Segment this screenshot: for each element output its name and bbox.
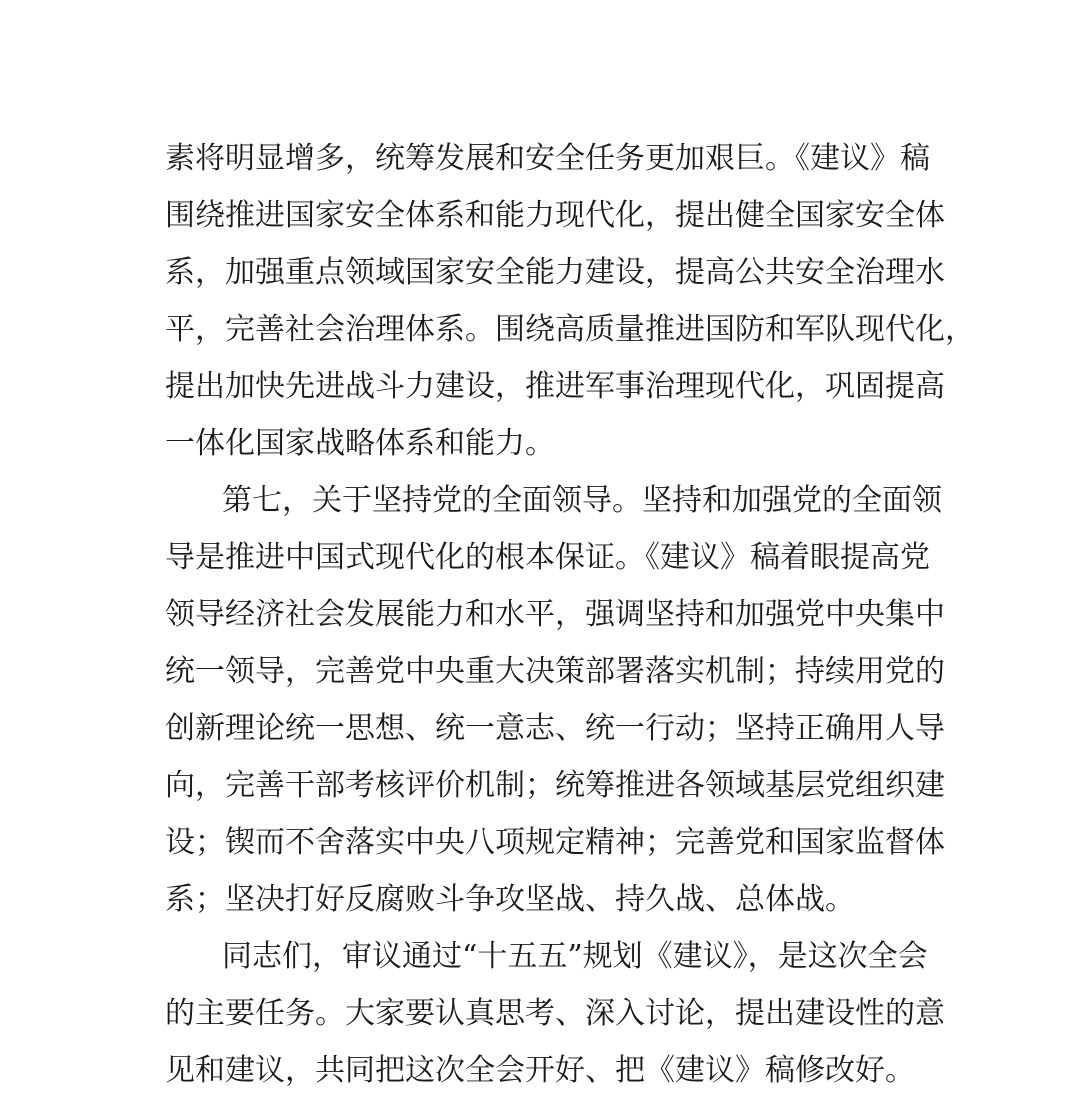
text-line: 见和建议，共同把这次全会开好、把《建议》稿修改好。: [165, 1053, 915, 1088]
text-line: 的主要任务。大家要认真思考、深入讨论，提出建设性的意: [165, 996, 945, 1031]
text-line: 素将明显增多，统筹发展和安全任务更加艰巨。《建议》稿: [165, 141, 930, 176]
text-line: 设；锲而不舍落实中央八项规定精神；完善党和国家监督体: [165, 825, 945, 860]
text-line: 导是推进中国式现代化的根本保证。《建议》稿着眼提高党: [165, 540, 930, 575]
text-line: 平，完善社会治理体系。围绕高质量推进国防和军队现代化，: [165, 312, 975, 347]
text-line: 围绕推进国家安全体系和能力现代化，提出健全国家安全体: [165, 198, 945, 233]
text-line: 系，加强重点领域国家安全能力建设，提高公共安全治理水: [165, 255, 945, 290]
text-line: 一体化国家战略体系和能力。: [165, 426, 555, 461]
text-line: 领导经济社会发展能力和水平，强调坚持和加强党中央集中: [165, 597, 945, 632]
paragraph-first-line: 第七，关于坚持党的全面领导。坚持和加强党的全面领: [222, 483, 942, 518]
text-line: 提出加快先进战斗力建设，推进军事治理现代化，巩固提高: [165, 369, 945, 404]
text-line: 创新理论统一思想、统一意志、统一行动；坚持正确用人导: [165, 711, 945, 746]
text-line: 系；坚决打好反腐败斗争攻坚战、持久战、总体战。: [165, 882, 855, 917]
text-line: 统一领导，完善党中央重大决策部署落实机制；持续用党的: [165, 654, 945, 689]
paragraph-first-line: 同志们，审议通过“十五五”规划《建议》，是这次全会: [222, 939, 928, 974]
text-line: 向，完善干部考核评价机制；统筹推进各领域基层党组织建: [165, 768, 945, 803]
